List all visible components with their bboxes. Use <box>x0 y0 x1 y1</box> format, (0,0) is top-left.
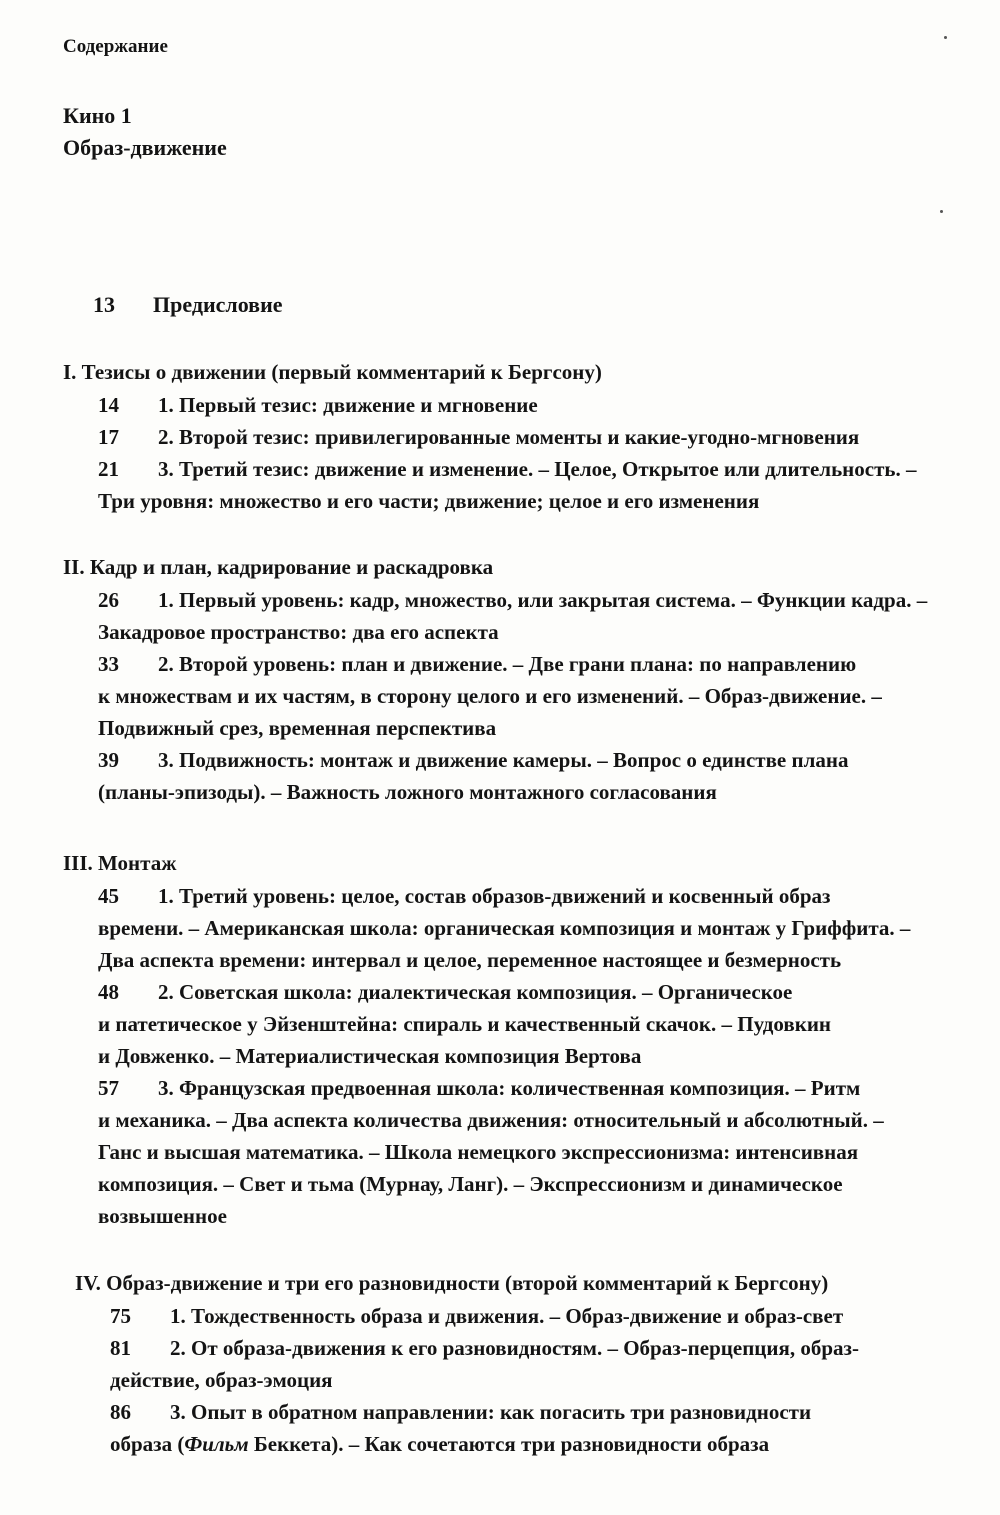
toc-entry <box>63 584 927 648</box>
page-number: 14 <box>98 393 119 417</box>
book-subtitle: Образ-движение <box>63 135 227 160</box>
entry-line: и Довженко. – Материалистическая композиция Вертова <box>98 1044 642 1068</box>
entry-line: и механика. – Два аспекта количества движения: относительный и абсолютный. – <box>98 1108 884 1132</box>
scan-speck <box>940 210 943 213</box>
page-number: 45 <box>98 884 119 908</box>
entry-line: 1. Первый тезис: движение и мгновение <box>158 393 538 417</box>
entry-line: (планы-эпизоды). – Важность ложного монтажного согласования <box>98 780 717 804</box>
entry-line: 1. Третий уровень: целое, состав образов-движений и косвенный образ <box>158 884 831 908</box>
toc-entry <box>63 421 917 453</box>
entry-line <box>110 1428 859 1460</box>
section-title: II. Кадр и план, кадрирование и раскадровка <box>63 555 494 579</box>
book-heading <box>63 100 227 164</box>
page-number: 13 <box>93 292 115 317</box>
section-title: IV. Образ-движение и три его разновидности (второй комментарий к Бергсону) <box>75 1271 829 1295</box>
entry-line: 3. Подвижность: монтаж и движение камеры. – Вопрос о единстве плана <box>158 748 849 772</box>
section-title: III. Монтаж <box>63 851 177 875</box>
film-title: Фильм <box>184 1432 249 1456</box>
entry-line: времени. – Американская школа: органическая композиция и монтаж у Гриффита. – <box>98 916 911 940</box>
entry-text: Беккета). – Как сочетаются три разновидности образа <box>248 1432 770 1456</box>
entry-title: Предисловие <box>153 292 283 317</box>
toc-entry <box>75 1300 859 1332</box>
entry-line: Подвижный срез, временная перспектива <box>98 716 497 740</box>
entry-line: 1. Тождественность образа и движения. – Образ-движение и образ-свет <box>170 1304 844 1328</box>
entry-line: Два аспекта времени: интервал и целое, переменное настоящее и безмерность <box>98 948 842 972</box>
page-number: 86 <box>110 1400 131 1424</box>
entry-line: 3. Опыт в обратном направлении: как погасить три разновидности <box>170 1400 812 1424</box>
toc-entry <box>63 453 917 517</box>
scan-speck <box>944 36 947 39</box>
page-number: 17 <box>98 425 119 449</box>
entry-line: возвышенное <box>98 1204 227 1228</box>
entry-line: к множествам и их частям, в сторону целого и его изменений. – Образ-движение. – <box>98 684 882 708</box>
toc-preface <box>93 292 283 318</box>
page-number: 48 <box>98 980 119 1004</box>
toc-entry <box>63 648 927 744</box>
section-title: I. Тезисы о движении (первый комментарий к Бергсону) <box>63 360 602 384</box>
entry-line: 3. Французская предвоенная школа: количественная композиция. – Ритм <box>158 1076 861 1100</box>
entry-line: Три уровня: множество и его части; движение; целое и его изменения <box>98 489 760 513</box>
entry-line: композиция. – Свет и тьма (Мурнау, Ланг). – Экспрессионизм и динамическое <box>98 1172 843 1196</box>
toc-section-3 <box>63 846 910 1232</box>
page-number: 33 <box>98 652 119 676</box>
entry-line: и патетическое у Эйзенштейна: спираль и качественный скачок. – Пудовкин <box>98 1012 832 1036</box>
entry-line: действие, образ-эмоция <box>110 1368 333 1392</box>
entry-line: 3. Третий тезис: движение и изменение. – Целое, Открытое или длительность. – <box>158 457 917 481</box>
entry-line: 2. Второй тезис: привилегированные моменты и какие-угодно-мгновения <box>158 425 860 449</box>
entry-line: 2. Второй уровень: план и движение. – Две грани плана: по направлению <box>158 652 857 676</box>
toc-entry <box>75 1332 859 1396</box>
toc-entry <box>63 880 910 976</box>
entry-line: 1. Первый уровень: кадр, множество, или закрытая система. – Функции кадра. – <box>158 588 928 612</box>
page-number: 26 <box>98 588 119 612</box>
entry-line: Ганс и высшая математика. – Школа немецкого экспрессионизма: интенсивная <box>98 1140 859 1164</box>
page-number: 39 <box>98 748 119 772</box>
page-number: 75 <box>110 1304 131 1328</box>
page-number: 81 <box>110 1336 131 1360</box>
toc-entry <box>63 389 917 421</box>
toc-section-1 <box>63 355 917 517</box>
toc-section-4 <box>75 1266 859 1460</box>
toc-entry <box>63 744 927 808</box>
toc-entry <box>63 1072 910 1232</box>
toc-entry <box>75 1396 859 1460</box>
page-number: 57 <box>98 1076 119 1100</box>
page-number: 21 <box>98 457 119 481</box>
book-title: Кино 1 <box>63 103 132 128</box>
page-header: Содержание <box>63 36 168 57</box>
toc-entry <box>63 976 910 1072</box>
entry-line: 2. От образа-движения к его разновидностям. – Образ-перцепция, образ- <box>170 1336 859 1360</box>
entry-line: 2. Советская школа: диалектическая композиция. – Органическое <box>158 980 793 1004</box>
entry-text: образа ( <box>110 1432 185 1456</box>
entry-line: Закадровое пространство: два его аспекта <box>98 620 499 644</box>
toc-section-2 <box>63 550 927 808</box>
